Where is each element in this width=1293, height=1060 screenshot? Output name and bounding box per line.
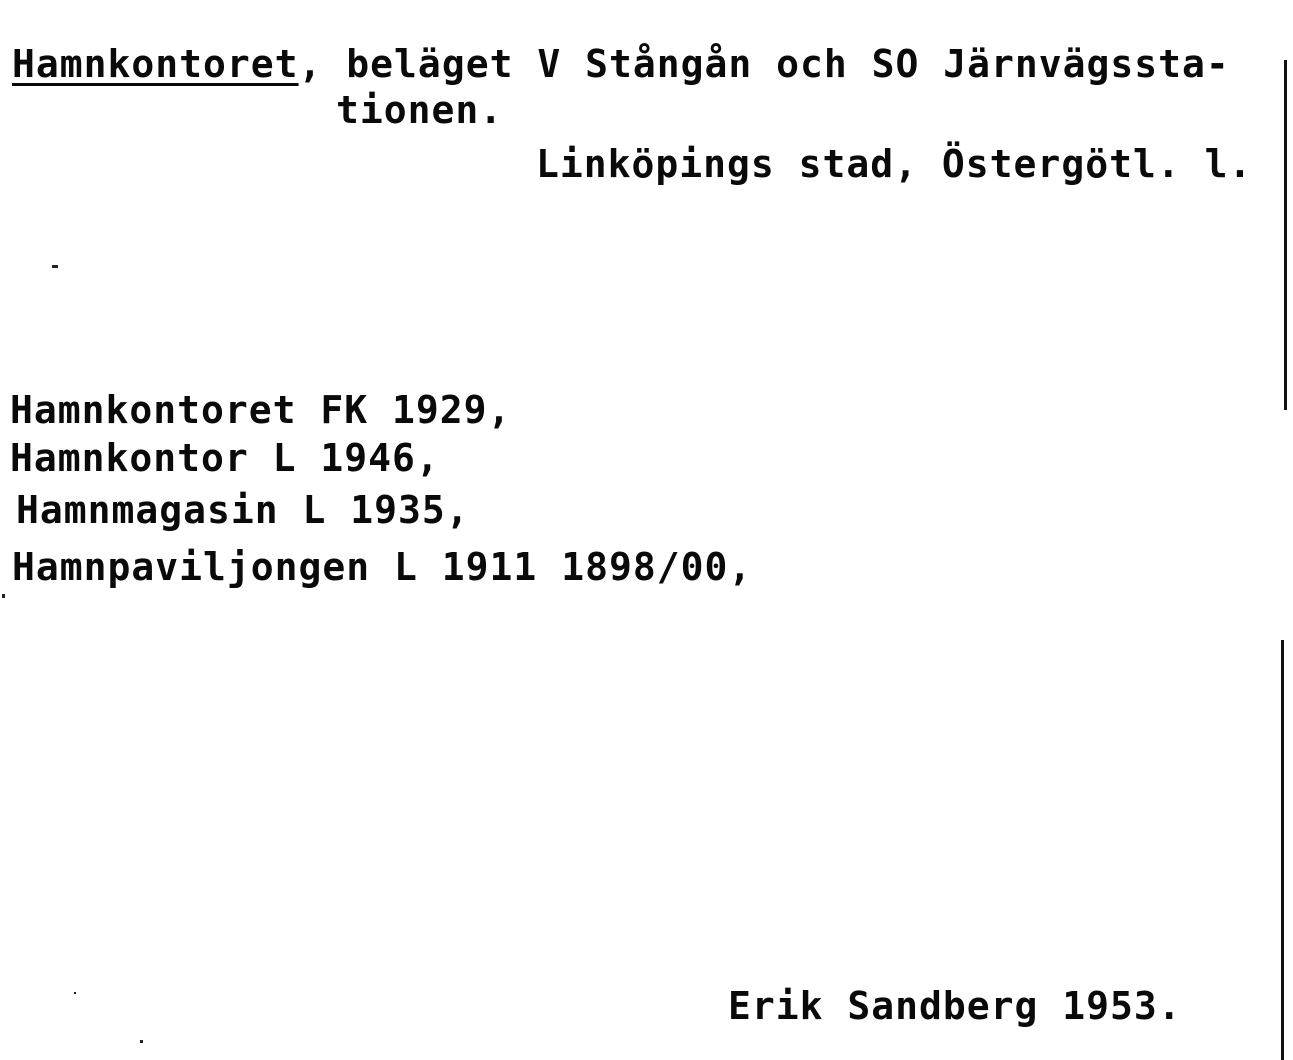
reference-line-2: Hamnkontor L 1946, [10, 436, 440, 480]
reference-line-3: Hamnmagasin L 1935, [16, 488, 470, 532]
reference-line-1: Hamnkontoret FK 1929, [10, 388, 512, 432]
heading-line-1 [12, 42, 1230, 86]
heading-term: Hamnkontoret [12, 42, 299, 86]
card-edge-lower [1281, 640, 1284, 1060]
card-edge-upper [1284, 60, 1287, 410]
reference-line-4: Hamnpaviljongen L 1911 1898/00, [12, 545, 753, 589]
locality-line: Linköpings stad, Östergötl. l. [536, 142, 1253, 186]
heading-line-2: tionen. [336, 88, 504, 132]
heading-rest: , beläget V Stångån och SO Järnvägssta- [298, 42, 1230, 86]
scan-speck [52, 265, 58, 268]
scan-speck [2, 594, 5, 598]
scan-speck [74, 992, 76, 994]
scan-speck [140, 1040, 143, 1043]
signature: Erik Sandberg 1953. [728, 984, 1182, 1028]
